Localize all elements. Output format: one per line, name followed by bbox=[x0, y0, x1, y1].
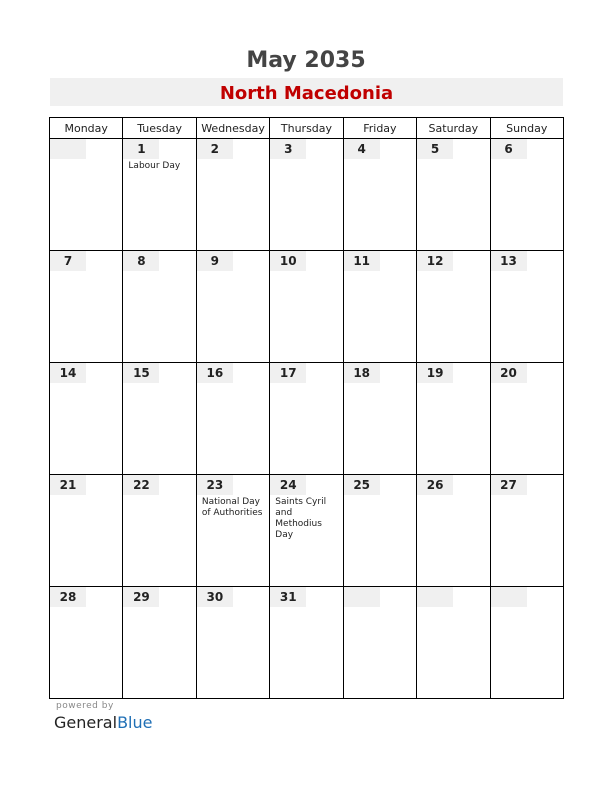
day-cell[interactable] bbox=[123, 139, 196, 251]
day-number: 12 bbox=[417, 251, 453, 271]
day-cell[interactable] bbox=[123, 251, 196, 363]
day-cell[interactable] bbox=[490, 139, 563, 251]
day-cell[interactable] bbox=[50, 587, 123, 699]
day-cell[interactable] bbox=[270, 475, 343, 587]
day-number: 13 bbox=[491, 251, 527, 271]
day-number: 18 bbox=[344, 363, 380, 383]
day-number: 25 bbox=[344, 475, 380, 495]
day-cell[interactable] bbox=[343, 363, 416, 475]
day-number: 11 bbox=[344, 251, 380, 271]
day-cell[interactable] bbox=[343, 139, 416, 251]
weekday-header: Tuesday bbox=[123, 118, 196, 139]
day-number: 16 bbox=[197, 363, 233, 383]
day-cell[interactable] bbox=[417, 587, 490, 699]
day-number: 24 bbox=[270, 475, 306, 495]
week-row bbox=[50, 363, 564, 475]
day-number bbox=[344, 587, 380, 607]
country-bar bbox=[50, 78, 563, 106]
day-cell[interactable] bbox=[123, 475, 196, 587]
day-number: 23 bbox=[197, 475, 233, 495]
country-name: North Macedonia bbox=[219, 83, 394, 104]
weekday-header-row bbox=[50, 118, 564, 139]
day-number: 2 bbox=[197, 139, 233, 159]
week-row bbox=[50, 139, 564, 251]
day-number: 7 bbox=[50, 251, 86, 271]
week-row bbox=[50, 475, 564, 587]
day-number: 8 bbox=[123, 251, 159, 271]
holiday-label: Labour Day bbox=[128, 161, 181, 171]
day-cell[interactable] bbox=[50, 475, 123, 587]
day-cell[interactable] bbox=[50, 139, 123, 251]
day-number: 15 bbox=[123, 363, 159, 383]
day-number: 27 bbox=[491, 475, 527, 495]
weekday-header: Thursday bbox=[270, 118, 343, 139]
weekday-header: Wednesday bbox=[196, 118, 269, 139]
day-cell[interactable] bbox=[270, 251, 343, 363]
day-number: 20 bbox=[491, 363, 527, 383]
day-cell[interactable] bbox=[50, 363, 123, 475]
day-number bbox=[491, 587, 527, 607]
weekday-header: Monday bbox=[50, 118, 123, 139]
day-number: 31 bbox=[270, 587, 306, 607]
page-title: May 2035 bbox=[246, 48, 366, 73]
brand-general: General bbox=[54, 713, 118, 732]
day-cell[interactable] bbox=[490, 251, 563, 363]
day-cell[interactable] bbox=[417, 139, 490, 251]
week-row bbox=[50, 587, 564, 699]
day-number: 28 bbox=[50, 587, 86, 607]
day-number: 5 bbox=[417, 139, 453, 159]
brand-blue: Blue bbox=[117, 713, 153, 732]
holiday-label: National Day of Authorities bbox=[201, 497, 263, 518]
day-cell[interactable] bbox=[270, 587, 343, 699]
day-cell[interactable] bbox=[270, 363, 343, 475]
day-cell[interactable] bbox=[196, 587, 269, 699]
day-cell[interactable] bbox=[417, 251, 490, 363]
day-cell[interactable] bbox=[50, 251, 123, 363]
day-number: 9 bbox=[197, 251, 233, 271]
day-number: 17 bbox=[270, 363, 306, 383]
weekday-header: Saturday bbox=[417, 118, 490, 139]
calendar-grid bbox=[49, 117, 564, 699]
day-cell[interactable] bbox=[196, 251, 269, 363]
day-number bbox=[417, 587, 453, 607]
day-number: 14 bbox=[50, 363, 86, 383]
day-number: 29 bbox=[123, 587, 159, 607]
day-cell[interactable] bbox=[123, 363, 196, 475]
week-row bbox=[50, 251, 564, 363]
day-number: 19 bbox=[417, 363, 453, 383]
day-cell[interactable] bbox=[270, 139, 343, 251]
weekday-header: Sunday bbox=[490, 118, 563, 139]
day-number: 21 bbox=[50, 475, 86, 495]
day-number: 4 bbox=[344, 139, 380, 159]
day-number: 3 bbox=[270, 139, 306, 159]
day-cell[interactable] bbox=[343, 251, 416, 363]
day-number: 10 bbox=[270, 251, 306, 271]
day-cell[interactable] bbox=[490, 587, 563, 699]
day-number: 22 bbox=[123, 475, 159, 495]
day-cell[interactable] bbox=[490, 475, 563, 587]
day-cell[interactable] bbox=[490, 363, 563, 475]
brand-logo[interactable] bbox=[54, 713, 152, 732]
day-number: 6 bbox=[491, 139, 527, 159]
day-cell[interactable] bbox=[196, 139, 269, 251]
day-cell[interactable] bbox=[417, 475, 490, 587]
day-cell[interactable] bbox=[343, 587, 416, 699]
day-cell[interactable] bbox=[196, 475, 269, 587]
weekday-header: Friday bbox=[343, 118, 416, 139]
day-cell[interactable] bbox=[417, 363, 490, 475]
day-cell[interactable] bbox=[343, 475, 416, 587]
day-number: 30 bbox=[197, 587, 233, 607]
day-cell[interactable] bbox=[196, 363, 269, 475]
day-number bbox=[50, 139, 86, 159]
powered-by-label: powered by bbox=[56, 701, 114, 711]
day-number: 1 bbox=[123, 139, 159, 159]
day-cell[interactable] bbox=[123, 587, 196, 699]
holiday-label: Saints Cyril and Methodius Day bbox=[275, 497, 327, 540]
day-number: 26 bbox=[417, 475, 453, 495]
